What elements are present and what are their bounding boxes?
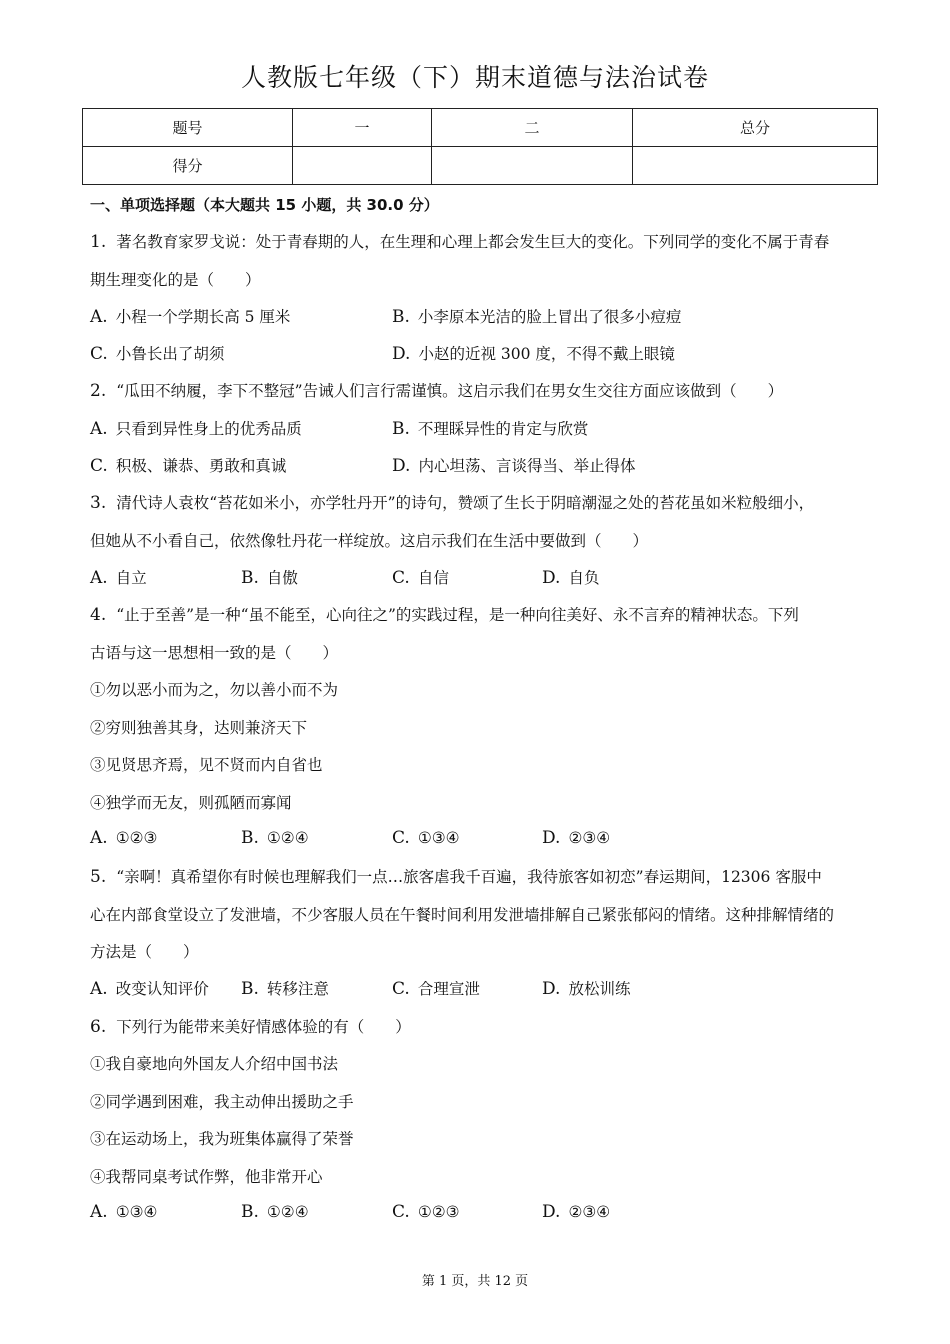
option-label: C. <box>392 828 410 848</box>
score-table-cell: 得分 <box>83 147 293 185</box>
option-label: D. <box>542 1202 561 1222</box>
option-text: 转移注意 <box>266 980 329 998</box>
statement-2: ②同学遇到困难，我主动伸出援助之手 <box>90 1093 354 1111</box>
score-table-cell <box>633 147 878 185</box>
option-text: 只看到异性身上的优秀品质 <box>115 420 302 438</box>
option-label: A. <box>90 568 108 588</box>
question-text: “瓜田不纳履，李下不整冠”告诫人们言行需谨慎。这启示我们在男女生交往方面应该做到（ ） <box>116 382 784 400</box>
option-d[interactable] <box>542 566 599 588</box>
option-a[interactable] <box>90 828 157 848</box>
option-label: C. <box>392 1202 410 1222</box>
question-5-line: 心在内部食堂设立了发泄墙，不少客服人员在午餐时间利用发泄墙排解自己紧张郁闷的情绪。这种排解情绪的 <box>90 906 835 924</box>
question-number: 3. <box>90 493 107 513</box>
question-number: 2. <box>90 381 107 401</box>
score-table <box>82 108 878 185</box>
option-b[interactable] <box>392 305 681 327</box>
option-label: B. <box>241 568 259 588</box>
option-text: 小鲁长出了胡须 <box>115 345 225 363</box>
question-number: 6. <box>90 1017 107 1037</box>
score-table-header-row <box>83 109 878 147</box>
question-3-line: 但她从不小看自己，依然像牡丹花一样绽放。这启示我们在生活中要做到（ ） <box>90 532 649 550</box>
option-label: A. <box>90 419 108 439</box>
question-number: 4. <box>90 605 107 625</box>
question-6-line <box>90 1015 411 1037</box>
statement-3: ③在运动场上，我为班集体赢得了荣誉 <box>90 1130 354 1148</box>
option-d[interactable] <box>542 977 630 999</box>
option-a[interactable] <box>90 1202 157 1222</box>
score-table-cell: 一 <box>293 109 432 147</box>
option-label: B. <box>241 1202 259 1222</box>
option-text: 合理宣泄 <box>417 980 480 998</box>
option-a[interactable] <box>90 305 290 327</box>
option-label: D. <box>542 568 561 588</box>
question-text: “亲啊！真希望你有时候也理解我们一点…旅客虐我千百遍，我待旅客如初恋”春运期间，12306 客服中 <box>116 868 822 886</box>
option-text: 不理睬异性的肯定与欣赏 <box>417 420 589 438</box>
option-a[interactable] <box>90 977 209 999</box>
option-c[interactable] <box>392 1202 460 1222</box>
question-2-line <box>90 379 783 401</box>
option-text: 改变认知评价 <box>115 980 209 998</box>
option-label: D. <box>392 344 411 364</box>
option-text: ①②④ <box>266 1203 309 1221</box>
question-text: 著名教育家罗戈说：处于青春期的人，在生理和心理上都会发生巨大的变化。下列同学的变化不属于青春 <box>116 233 830 251</box>
option-a[interactable] <box>90 417 302 439</box>
option-text: 小李原本光洁的脸上冒出了很多小痘痘 <box>417 308 682 326</box>
option-text: 内心坦荡、言谈得当、举止得体 <box>418 457 636 475</box>
option-label: A. <box>90 1202 108 1222</box>
statement-4: ④我帮同桌考试作弊，他非常开心 <box>90 1168 323 1186</box>
question-number: 5. <box>90 867 107 887</box>
option-a[interactable] <box>90 566 147 588</box>
page-footer: 第 1 页，共 12 页 <box>421 1274 529 1289</box>
option-label: A. <box>90 828 108 848</box>
option-b[interactable] <box>241 977 329 999</box>
option-b[interactable] <box>241 566 298 588</box>
option-text: 积极、谦恭、勇敢和真诚 <box>115 457 287 475</box>
statement-4: ④独学而无友，则孤陋而寡闻 <box>90 794 292 812</box>
option-c[interactable] <box>90 342 224 364</box>
option-text: 自负 <box>568 569 600 587</box>
option-b[interactable] <box>241 828 309 848</box>
option-d[interactable] <box>542 1202 610 1222</box>
option-text: ②③④ <box>568 1203 611 1221</box>
option-label: D. <box>542 828 561 848</box>
option-label: B. <box>392 307 410 327</box>
option-label: C. <box>392 568 410 588</box>
statement-1: ①我自豪地向外国友人介绍中国书法 <box>90 1055 339 1073</box>
option-text: 小程一个学期长高 5 厘米 <box>115 308 291 326</box>
option-text: 放松训练 <box>568 980 631 998</box>
option-text: ②③④ <box>568 829 611 847</box>
score-table-cell <box>293 147 432 185</box>
option-c[interactable] <box>392 977 480 999</box>
option-b[interactable] <box>392 417 588 439</box>
score-table-cell <box>432 147 633 185</box>
option-text: ①②③ <box>417 1203 460 1221</box>
question-4-line <box>90 603 799 625</box>
option-text: ①②③ <box>115 829 158 847</box>
statement-1: ①勿以恶小而为之，勿以善小而不为 <box>90 681 339 699</box>
question-1-line <box>90 230 829 252</box>
question-1-line: 期生理变化的是（ ） <box>90 271 261 289</box>
option-c[interactable] <box>392 566 449 588</box>
statement-2: ②穷则独善其身，达则兼济天下 <box>90 719 308 737</box>
option-text: ①③④ <box>115 1203 158 1221</box>
option-label: C. <box>392 979 410 999</box>
option-text: 自信 <box>417 569 449 587</box>
option-text: 小赵的近视 300 度，不得不戴上眼镜 <box>418 345 675 363</box>
option-c[interactable] <box>392 828 460 848</box>
question-number: 1. <box>90 232 107 252</box>
option-d[interactable] <box>392 454 635 476</box>
option-d[interactable] <box>542 828 610 848</box>
option-label: B. <box>241 979 259 999</box>
question-5-line <box>90 865 822 887</box>
score-table-cell: 总分 <box>633 109 878 147</box>
option-text: ①③④ <box>417 829 460 847</box>
score-table-cell: 二 <box>432 109 633 147</box>
option-text: 自立 <box>115 569 147 587</box>
option-label: C. <box>90 344 108 364</box>
option-label: D. <box>542 979 561 999</box>
option-label: B. <box>241 828 259 848</box>
question-4-line: 古语与这一思想相一致的是（ ） <box>90 644 339 662</box>
option-label: A. <box>90 307 108 327</box>
question-3-line <box>90 491 814 513</box>
option-label: C. <box>90 456 108 476</box>
score-table-score-row <box>83 147 878 185</box>
question-5-line: 方法是（ ） <box>90 943 199 961</box>
section-heading: 一、单项选择题（本大题共 15 小题，共 30.0 分） <box>90 196 439 214</box>
score-table-cell: 题号 <box>83 109 293 147</box>
option-b[interactable] <box>241 1202 309 1222</box>
option-label: A. <box>90 979 108 999</box>
question-text: 清代诗人袁枚“苔花如米小，亦学牡丹开”的诗句，赞颂了生长于阴暗潮湿之处的苔花虽如米粒般细小， <box>116 494 815 512</box>
option-text: 自傲 <box>266 569 298 587</box>
question-text: 下列行为能带来美好情感体验的有（ ） <box>116 1018 411 1036</box>
question-text: “止于至善”是一种“虽不能至，心向往之”的实践过程，是一种向往美好、永不言弃的精神状态。下列 <box>116 606 799 624</box>
statement-3: ③见贤思齐焉，见不贤而内自省也 <box>90 756 323 774</box>
option-c[interactable] <box>90 454 286 476</box>
option-label: D. <box>392 456 411 476</box>
page-title: 人教版七年级（下）期末道德与法治试卷 <box>240 63 709 92</box>
option-text: ①②④ <box>266 829 309 847</box>
option-label: B. <box>392 419 410 439</box>
option-d[interactable] <box>392 342 675 364</box>
